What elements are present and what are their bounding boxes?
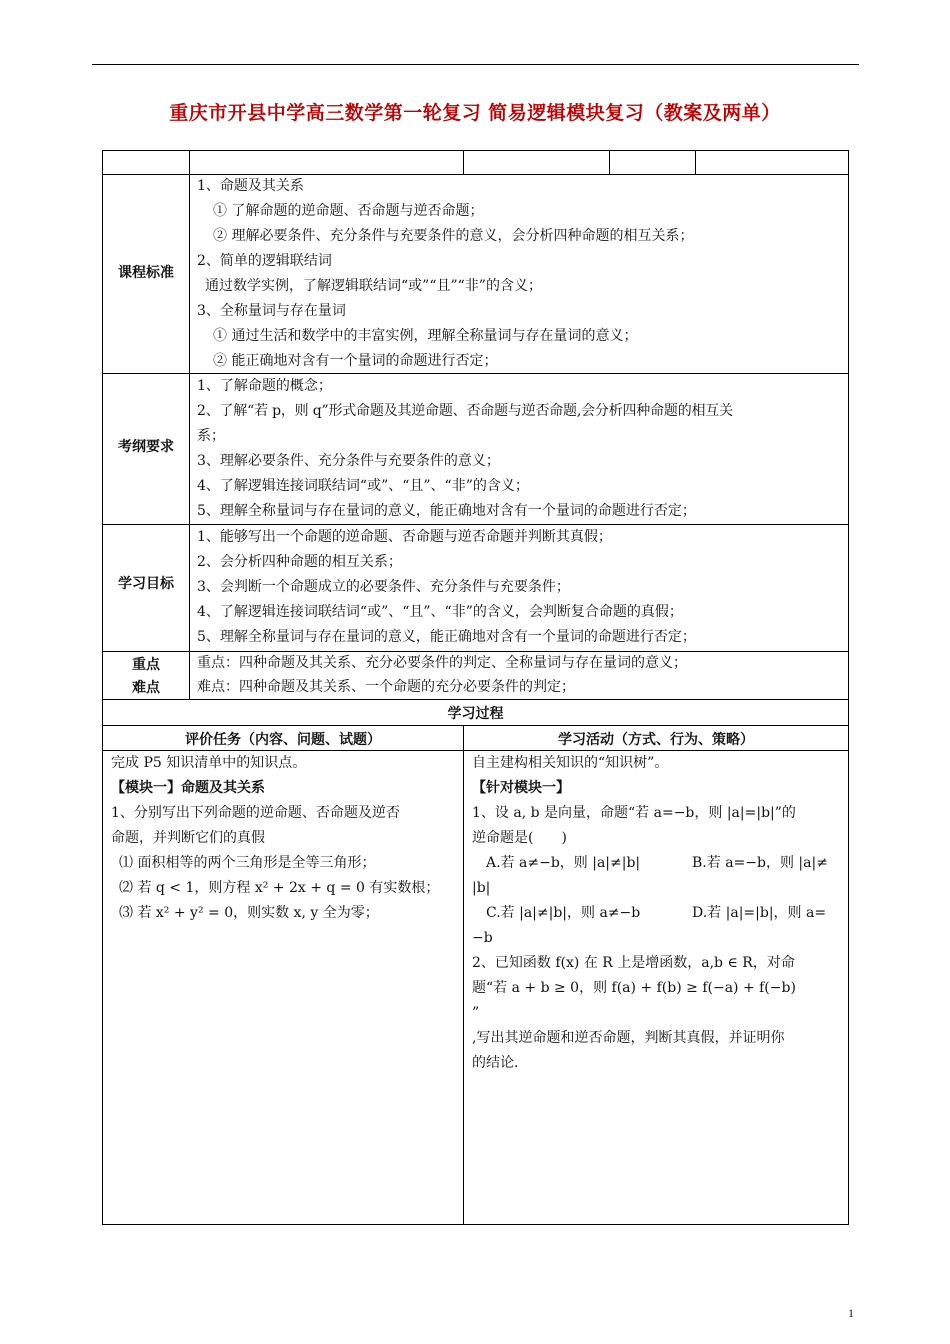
text-line: 通过数学实例，了解逻辑联结词“或”“且”“非”的含义； — [205, 278, 542, 294]
table-rule — [102, 725, 849, 726]
options-row — [472, 901, 842, 926]
text-line: 逆命题是( ) — [472, 830, 567, 846]
text-line: ① 了解命题的逆命题、否命题与逆否命题； — [213, 203, 484, 219]
option-a: A.若 a≠−b，则 |a|≠|b| — [486, 855, 641, 871]
module-heading: 【模块一】命题及其关系 — [111, 780, 265, 796]
difficult-points-label: 难点 — [132, 680, 160, 696]
text-line: 4、了解逻辑连接词联结词“或”、“且”、“非”的含义； — [197, 478, 529, 494]
text-line: 3、理解必要条件、充分条件与充要条件的意义； — [197, 453, 500, 469]
table-border-bottom — [102, 1224, 849, 1225]
text-line: 1、了解命题的概念； — [197, 378, 332, 394]
learning-goals-label: 学习目标 — [118, 576, 174, 592]
process-header: 学习过程 — [447, 706, 504, 722]
table-col-rule — [189, 150, 190, 700]
table-border-right — [848, 150, 849, 1225]
text-line: ⑶ 若 x² + y² = 0，则实数 x, y 全为零； — [119, 905, 379, 921]
option-d-continued: −b — [472, 930, 493, 946]
exam-requirements-label: 考纲要求 — [118, 439, 174, 455]
text-line: 命题，并判断它们的真假 — [111, 830, 265, 846]
text-line: 1、设 a, b 是向量，命题“若 a=−b，则 |a|=|b|”的 — [472, 805, 796, 821]
text-line: 5、理解全称量词与存在量词的意义，能正确地对含有一个量词的命题进行否定； — [197, 629, 696, 645]
left-column-header: 评价任务（内容、问题、试题） — [185, 732, 381, 748]
text-line: 1、能够写出一个命题的逆命题、否命题与逆否命题并判断其真假； — [197, 529, 612, 545]
table-col-rule — [609, 150, 610, 175]
text-line: 2、简单的逻辑联结词 — [197, 253, 332, 269]
text-line: 2、了解“若 p，则 q”形式命题及其逆命题、否命题与逆否命题,会分析四种命题的相互关 — [197, 403, 733, 419]
text-line: ,写出其逆命题和逆否命题，判断其真假，并证明你 — [472, 1030, 785, 1046]
text-line: 5、理解全称量词与存在量词的意义，能正确地对含有一个量词的命题进行否定； — [197, 503, 696, 519]
text-line: 重点：四种命题及其关系、充分必要条件的判定、全称量词与存在量词的意义； — [197, 655, 687, 671]
page-number: 1 — [848, 1306, 854, 1320]
table-col-rule — [463, 725, 464, 1225]
right-column-header: 学习活动（方式、行为、策略） — [558, 732, 754, 748]
text-line: ② 理解必要条件、充分条件与充要条件的意义，会分析四种命题的相互关系； — [213, 228, 694, 244]
text-line: 题“若 a + b ≥ 0，则 f(a) + f(b) ≥ f(−a) + f(−b) — [472, 980, 796, 996]
text-line: 难点：四种命题及其关系、一个命题的充分必要条件的判定； — [197, 679, 575, 695]
text-line: 1、命题及其关系 — [197, 178, 304, 194]
course-standard-content — [197, 174, 842, 374]
table-border-top — [102, 150, 849, 151]
text-line: 2、会分析四种命题的相互关系； — [197, 554, 402, 570]
left-column-content — [111, 751, 459, 926]
text-line: 的结论. — [472, 1055, 519, 1071]
module-heading: 【针对模块一】 — [472, 780, 570, 796]
page-title: 重庆市开县中学高三数学第一轮复习 简易逻辑模块复习（教案及两单） — [169, 102, 781, 124]
option-b-continued: |b| — [472, 880, 491, 896]
text-line: 2、已知函数 f(x) 在 R 上是增函数，a,b ∈ R，对命 — [472, 955, 795, 971]
text-line: 4、了解逻辑连接词联结词“或”、“且”、“非”的含义，会判断复合命题的真假； — [197, 604, 683, 620]
option-c: C.若 |a|≠|b|，则 a≠−b — [486, 905, 641, 921]
header-rule — [92, 64, 859, 65]
text-line: 3、会判断一个命题成立的必要条件、充分条件与充要条件； — [197, 579, 570, 595]
right-column-content — [472, 751, 842, 1076]
option-d: D.若 |a|=|b|，则 a= — [692, 905, 827, 921]
text-line: 系； — [197, 428, 225, 444]
text-line: ” — [472, 1005, 480, 1021]
text-line: 1、分别写出下列命题的逆命题、否命题及逆否 — [111, 805, 400, 821]
key-points-content — [197, 651, 842, 699]
text-line: 自主建构相关知识的“知识树”。 — [472, 755, 669, 771]
table-rule — [102, 699, 849, 700]
text-line: 完成 P5 知识清单中的知识点。 — [111, 755, 307, 771]
text-line: ⑴ 面积相等的两个三角形是全等三角形； — [119, 855, 376, 871]
course-standard-label: 课程标准 — [118, 265, 174, 281]
options-row — [472, 851, 842, 876]
table-col-rule — [695, 150, 696, 175]
text-line: 3、全称量词与存在量词 — [197, 303, 346, 319]
table-col-rule — [463, 150, 464, 175]
text-line: ① 通过生活和数学中的丰富实例，理解全称量词与存在量词的意义； — [213, 328, 638, 344]
text-line: ⑵ 若 q < 1，则方程 x² + 2x + q = 0 有实数根； — [119, 880, 440, 896]
learning-goals-content — [197, 525, 842, 650]
exam-requirements-content — [197, 374, 842, 524]
option-b: B.若 a=−b，则 |a|≠ — [692, 855, 828, 871]
key-points-label: 重点 — [132, 657, 160, 673]
text-line: ② 能正确地对含有一个量词的命题进行否定； — [213, 353, 498, 369]
